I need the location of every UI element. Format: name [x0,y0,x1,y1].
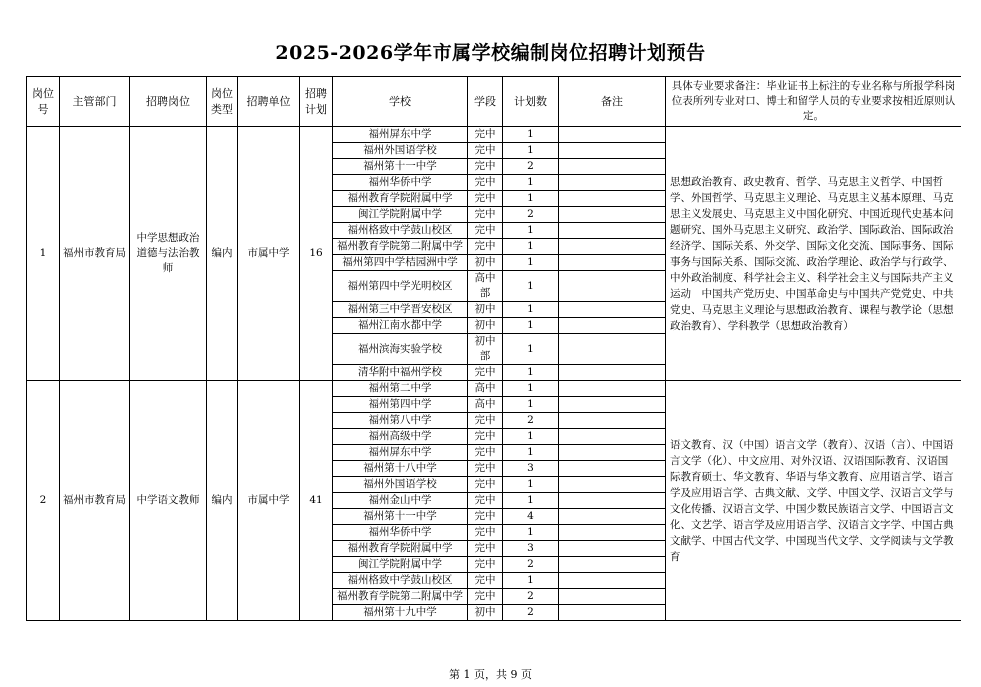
post-plan-total: 41 [300,381,333,621]
note-cell [559,143,666,159]
post-title: 中学思想政治道德与法治教师 [130,127,207,381]
header-dept: 主管部门 [60,77,130,127]
header-school: 学校 [333,77,468,127]
header-stage: 学段 [468,77,503,127]
note-cell [559,365,666,381]
school-plan-count: 1 [503,318,559,334]
school-plan-count: 1 [503,397,559,413]
school-plan-count: 1 [503,477,559,493]
header-row [27,77,962,127]
post-title: 中学语文教师 [130,381,207,621]
header-post-no: 岗位号 [27,77,60,127]
post-type: 编内 [207,127,238,381]
header-plan-num: 计划数 [503,77,559,127]
note-cell [559,223,666,239]
school-name: 福州教育学院第二附属中学 [333,239,468,255]
school-plan-count: 2 [503,159,559,175]
school-name: 福州金山中学 [333,493,468,509]
school-plan-count: 1 [503,334,559,365]
school-stage: 完中 [468,365,503,381]
page-title: 2025-2026学年市属学校编制岗位招聘计划预告 [275,42,706,64]
school-name: 福州第十一中学 [333,509,468,525]
school-name: 福州华侨中学 [333,525,468,541]
note-cell [559,413,666,429]
school-plan-count: 4 [503,509,559,525]
note-cell [559,127,666,143]
note-cell [559,175,666,191]
school-plan-count: 3 [503,541,559,557]
school-stage: 完中 [468,557,503,573]
school-stage: 完中 [468,493,503,509]
school-plan-count: 1 [503,239,559,255]
note-cell [559,318,666,334]
school-name: 福州第四中学 [333,397,468,413]
note-cell [559,334,666,365]
school-stage: 完中 [468,525,503,541]
school-name: 闽江学院附属中学 [333,557,468,573]
school-stage: 完中 [468,143,503,159]
recruitment-table [26,76,961,621]
school-stage: 完中 [468,573,503,589]
school-name: 福州第四中学桔园洲中学 [333,255,468,271]
school-name: 福州第十一中学 [333,159,468,175]
school-name: 福州第八中学 [333,413,468,429]
note-cell [559,381,666,397]
school-plan-count: 3 [503,461,559,477]
school-name: 福州格致中学鼓山校区 [333,573,468,589]
header-post-type: 岗位类型 [207,77,238,127]
school-plan-count: 1 [503,143,559,159]
note-cell [559,191,666,207]
school-stage: 完中 [468,175,503,191]
school-stage: 高中 [468,397,503,413]
school-name: 福州第四中学光明校区 [333,271,468,302]
school-plan-count: 1 [503,445,559,461]
school-stage: 完中 [468,239,503,255]
school-plan-count: 1 [503,573,559,589]
note-cell [559,302,666,318]
note-cell [559,271,666,302]
school-name: 福州教育学院第二附属中学 [333,589,468,605]
table-row [27,127,962,143]
note-cell [559,445,666,461]
school-stage: 高中部 [468,271,503,302]
note-cell [559,429,666,445]
school-plan-count: 1 [503,191,559,207]
school-name: 福州华侨中学 [333,175,468,191]
hiring-unit: 市属中学 [238,127,300,381]
page-footer: 第 1 页，共 9 页 [449,668,532,681]
school-stage: 完中 [468,413,503,429]
major-requirements: 思想政治教育、政史教育、哲学、马克思主义哲学、中国哲学、外国哲学、马克思主义理论、马克思主义基本原理、马克思主义发展史、马克思主义中国化研究、中国近现代史基本问题研究、国外马克思主义研究、政治学、国际政治、国际政治经济学、国际关系、外交学、国际文化交流、国际事务、国际事务与国际关系、国际交流、政治学理论、政治学与行政学、中外政治制度、科学社会主义、科学社会主义与国际共产主义运动 中国共产党历史、中国革命史与中国共产党党史、中共党史、马克思主义理论与思想政治教育、课程与教学论（思想政治教育）、学科教学（思想政治教育） [666,127,962,381]
school-plan-count: 1 [503,365,559,381]
school-stage: 完中 [468,589,503,605]
school-plan-count: 1 [503,255,559,271]
school-plan-count: 1 [503,127,559,143]
school-stage: 完中 [468,541,503,557]
note-cell [559,541,666,557]
school-stage: 初中部 [468,334,503,365]
school-plan-count: 2 [503,605,559,621]
school-name: 福州第二中学 [333,381,468,397]
school-stage: 完中 [468,223,503,239]
post-number: 1 [27,127,60,381]
school-stage: 初中 [468,605,503,621]
school-name: 福州教育学院附属中学 [333,541,468,557]
school-name: 福州滨海实验学校 [333,334,468,365]
school-plan-count: 2 [503,207,559,223]
school-name: 福州屏东中学 [333,445,468,461]
table-row [27,381,962,397]
header-major-remark: 具体专业要求备注：毕业证书上标注的专业名称与所报学科岗位表所列专业对口、博士和留学人员的专业要求按相近原则认定。 [666,77,962,127]
school-plan-count: 1 [503,381,559,397]
major-requirements: 语文教育、汉（中国）语言文学（教育）、汉语（言）、中国语言文学（化）、中文应用、对外汉语、汉语国际教育、汉语国际教育硕士、华文教育、华语与华文教育、应用语言学、语言学及应用语言学、古典文献、文学、中国文学、汉语言文学与文化传播、汉语言文学、中国少数民族语言文学、中国语言文化、文艺学、语言学及应用语言学、汉语言文字学、中国古典文献学、中国古代文学、中国现当代文学、文学阅读与文学教育 [666,381,962,621]
post-number: 2 [27,381,60,621]
school-plan-count: 1 [503,271,559,302]
school-name: 福州第十八中学 [333,461,468,477]
school-plan-count: 1 [503,525,559,541]
header-note: 备注 [559,77,666,127]
school-plan-count: 1 [503,493,559,509]
school-name: 福州外国语学校 [333,143,468,159]
school-stage: 完中 [468,429,503,445]
school-stage: 完中 [468,207,503,223]
school-stage: 完中 [468,461,503,477]
header-unit: 招聘单位 [238,77,300,127]
school-name: 闽江学院附属中学 [333,207,468,223]
school-stage: 完中 [468,159,503,175]
note-cell [559,461,666,477]
school-stage: 完中 [468,191,503,207]
note-cell [559,589,666,605]
school-stage: 初中 [468,318,503,334]
note-cell [559,397,666,413]
school-stage: 初中 [468,255,503,271]
note-cell [559,573,666,589]
school-name: 福州第十九中学 [333,605,468,621]
school-name: 福州第三中学晋安校区 [333,302,468,318]
school-stage: 高中 [468,381,503,397]
post-plan-total: 16 [300,127,333,381]
header-post: 招聘岗位 [130,77,207,127]
hiring-unit: 市属中学 [238,381,300,621]
note-cell [559,493,666,509]
school-plan-count: 2 [503,589,559,605]
school-stage: 完中 [468,127,503,143]
note-cell [559,477,666,493]
header-plan: 招聘计划 [300,77,333,127]
school-plan-count: 1 [503,223,559,239]
recruitment-table-wrapper [26,76,961,647]
school-name: 清华附中福州学校 [333,365,468,381]
note-cell [559,509,666,525]
department: 福州市教育局 [60,127,130,381]
table-body [27,127,962,621]
department: 福州市教育局 [60,381,130,621]
school-plan-count: 2 [503,557,559,573]
school-plan-count: 1 [503,429,559,445]
note-cell [559,159,666,175]
school-name: 福州外国语学校 [333,477,468,493]
school-plan-count: 2 [503,413,559,429]
school-stage: 完中 [468,445,503,461]
school-name: 福州屏东中学 [333,127,468,143]
note-cell [559,525,666,541]
school-name: 福州教育学院附属中学 [333,191,468,207]
note-cell [559,605,666,621]
school-plan-count: 1 [503,175,559,191]
note-cell [559,557,666,573]
note-cell [559,239,666,255]
school-plan-count: 1 [503,302,559,318]
school-stage: 完中 [468,509,503,525]
school-name: 福州高级中学 [333,429,468,445]
note-cell [559,255,666,271]
school-name: 福州江南水都中学 [333,318,468,334]
school-stage: 初中 [468,302,503,318]
note-cell [559,207,666,223]
school-stage: 完中 [468,477,503,493]
post-type: 编内 [207,381,238,621]
school-name: 福州格致中学鼓山校区 [333,223,468,239]
